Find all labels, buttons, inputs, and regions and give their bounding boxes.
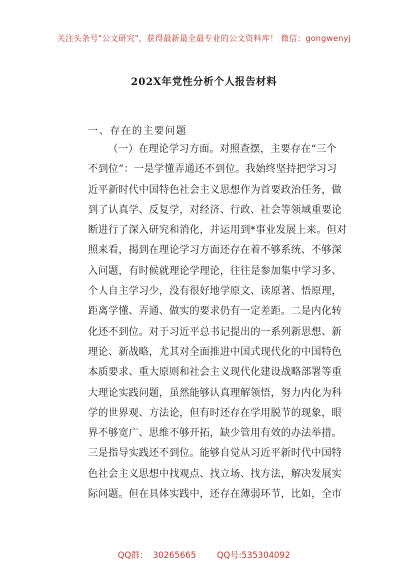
body-line: 色社会主义思想中找观点、找立场、找方法，解决发展实 bbox=[88, 468, 342, 480]
document-title: 202X年党性分析个人报告材料 bbox=[130, 77, 278, 88]
body-line: 本质要求、重大原则和社会主义现代化建设战略部署等重 bbox=[88, 367, 342, 379]
body-line: 理论、新战略，尤其对全面推进中国式现代化的中国特色 bbox=[88, 346, 342, 358]
footer-qq-group: QQ群： 30265665 bbox=[117, 551, 197, 561]
body-line: 距离学懂、弄通、做实的要求仍有一定差距。二是内化转 bbox=[88, 306, 342, 318]
body-line: 学的世界观、方法论，但有时还存在学用脱节的现象，眼 bbox=[88, 407, 342, 419]
body-line: 大理论实践问题，虽然能够认真理解领悟，努力内化为科 bbox=[88, 387, 342, 399]
body-line: 个人自主学习少，没有很好地学原文、读原著、悟原理， bbox=[88, 286, 342, 298]
body-line: （一）在理论学习方面。对照查摆，主要存在“三个 bbox=[108, 144, 337, 155]
footer-qq-number: QQ号:535304092 bbox=[216, 551, 291, 561]
body-line: 化还不到位。对于习近平总书记提出的一系列新思想、新 bbox=[88, 326, 342, 338]
body-line: 际问题。但在具体实践中，还存在薄弱环节，比如，全市 bbox=[88, 489, 342, 501]
footer-contact bbox=[0, 549, 408, 561]
body-line: 照来看，揭到在理论学习方面还存在着不够系统、不够深 bbox=[88, 245, 342, 257]
body-line: 到了认真学、反复学，对经济、行政、社会等领域重要论 bbox=[88, 204, 342, 216]
body-text bbox=[88, 140, 347, 505]
body-line: 三是指导实践还不到位。能够自觉从习近平新时代中国特 bbox=[88, 448, 342, 460]
section-heading: 一、存在的主要问题 bbox=[88, 126, 187, 137]
body-line: 近平新时代中国特色社会主义思想作为首要政治任务，做 bbox=[88, 184, 342, 196]
body-line: 入问题，有时候就理论学理论，往往是参加集中学习多、 bbox=[88, 265, 342, 277]
body-line: 断进行了深入研究和消化，并运用到*事业发展上来。但对 bbox=[88, 225, 347, 237]
header-banner: 关注头条号"公文研究"，获得最新最全最专业的公文资料库！ 微信：gongwenyj bbox=[57, 34, 351, 43]
body-line: 不到位”：一是学懂弄通还不到位。我始终坚持把学习习 bbox=[88, 164, 337, 176]
body-line: 界不够宽广、思维不够开拓，缺少管用有效的办法举措。 bbox=[88, 428, 342, 440]
